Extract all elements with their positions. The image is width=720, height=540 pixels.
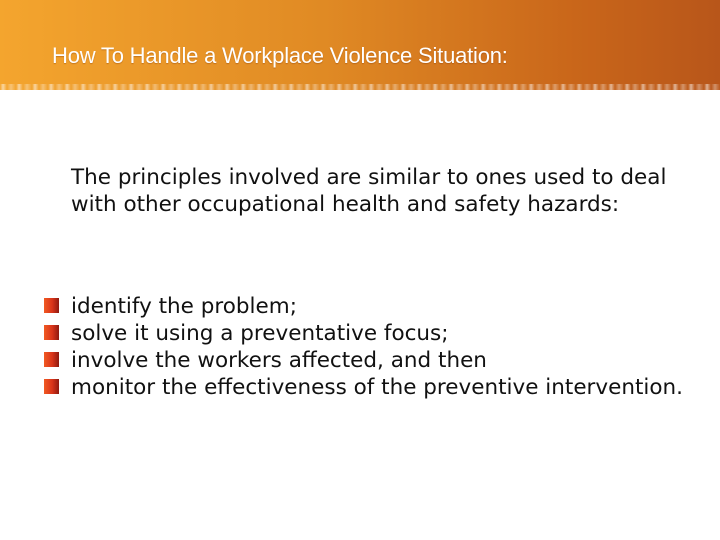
bullet-text: involve the workers affected, and then [71, 348, 487, 373]
bullet-text: solve it using a preventative focus; [71, 321, 449, 346]
list-item [44, 293, 684, 320]
slide-title: How To Handle a Workplace Violence Situation: [52, 43, 508, 68]
list-item [44, 347, 684, 374]
bullet-list [44, 293, 684, 401]
intro-paragraph: The principles involved are similar to ones used to deal with other occupational health and safety hazards: [71, 165, 667, 217]
square-bullet-icon [44, 298, 59, 313]
square-bullet-icon [44, 352, 59, 367]
square-bullet-icon [44, 325, 59, 340]
square-bullet-icon [44, 379, 59, 394]
list-item [44, 374, 684, 401]
bullet-text: monitor the effectiveness of the preventive intervention. [71, 375, 683, 400]
list-item [44, 320, 684, 347]
slide-header [0, 0, 720, 90]
bullet-text: identify the problem; [71, 294, 297, 319]
